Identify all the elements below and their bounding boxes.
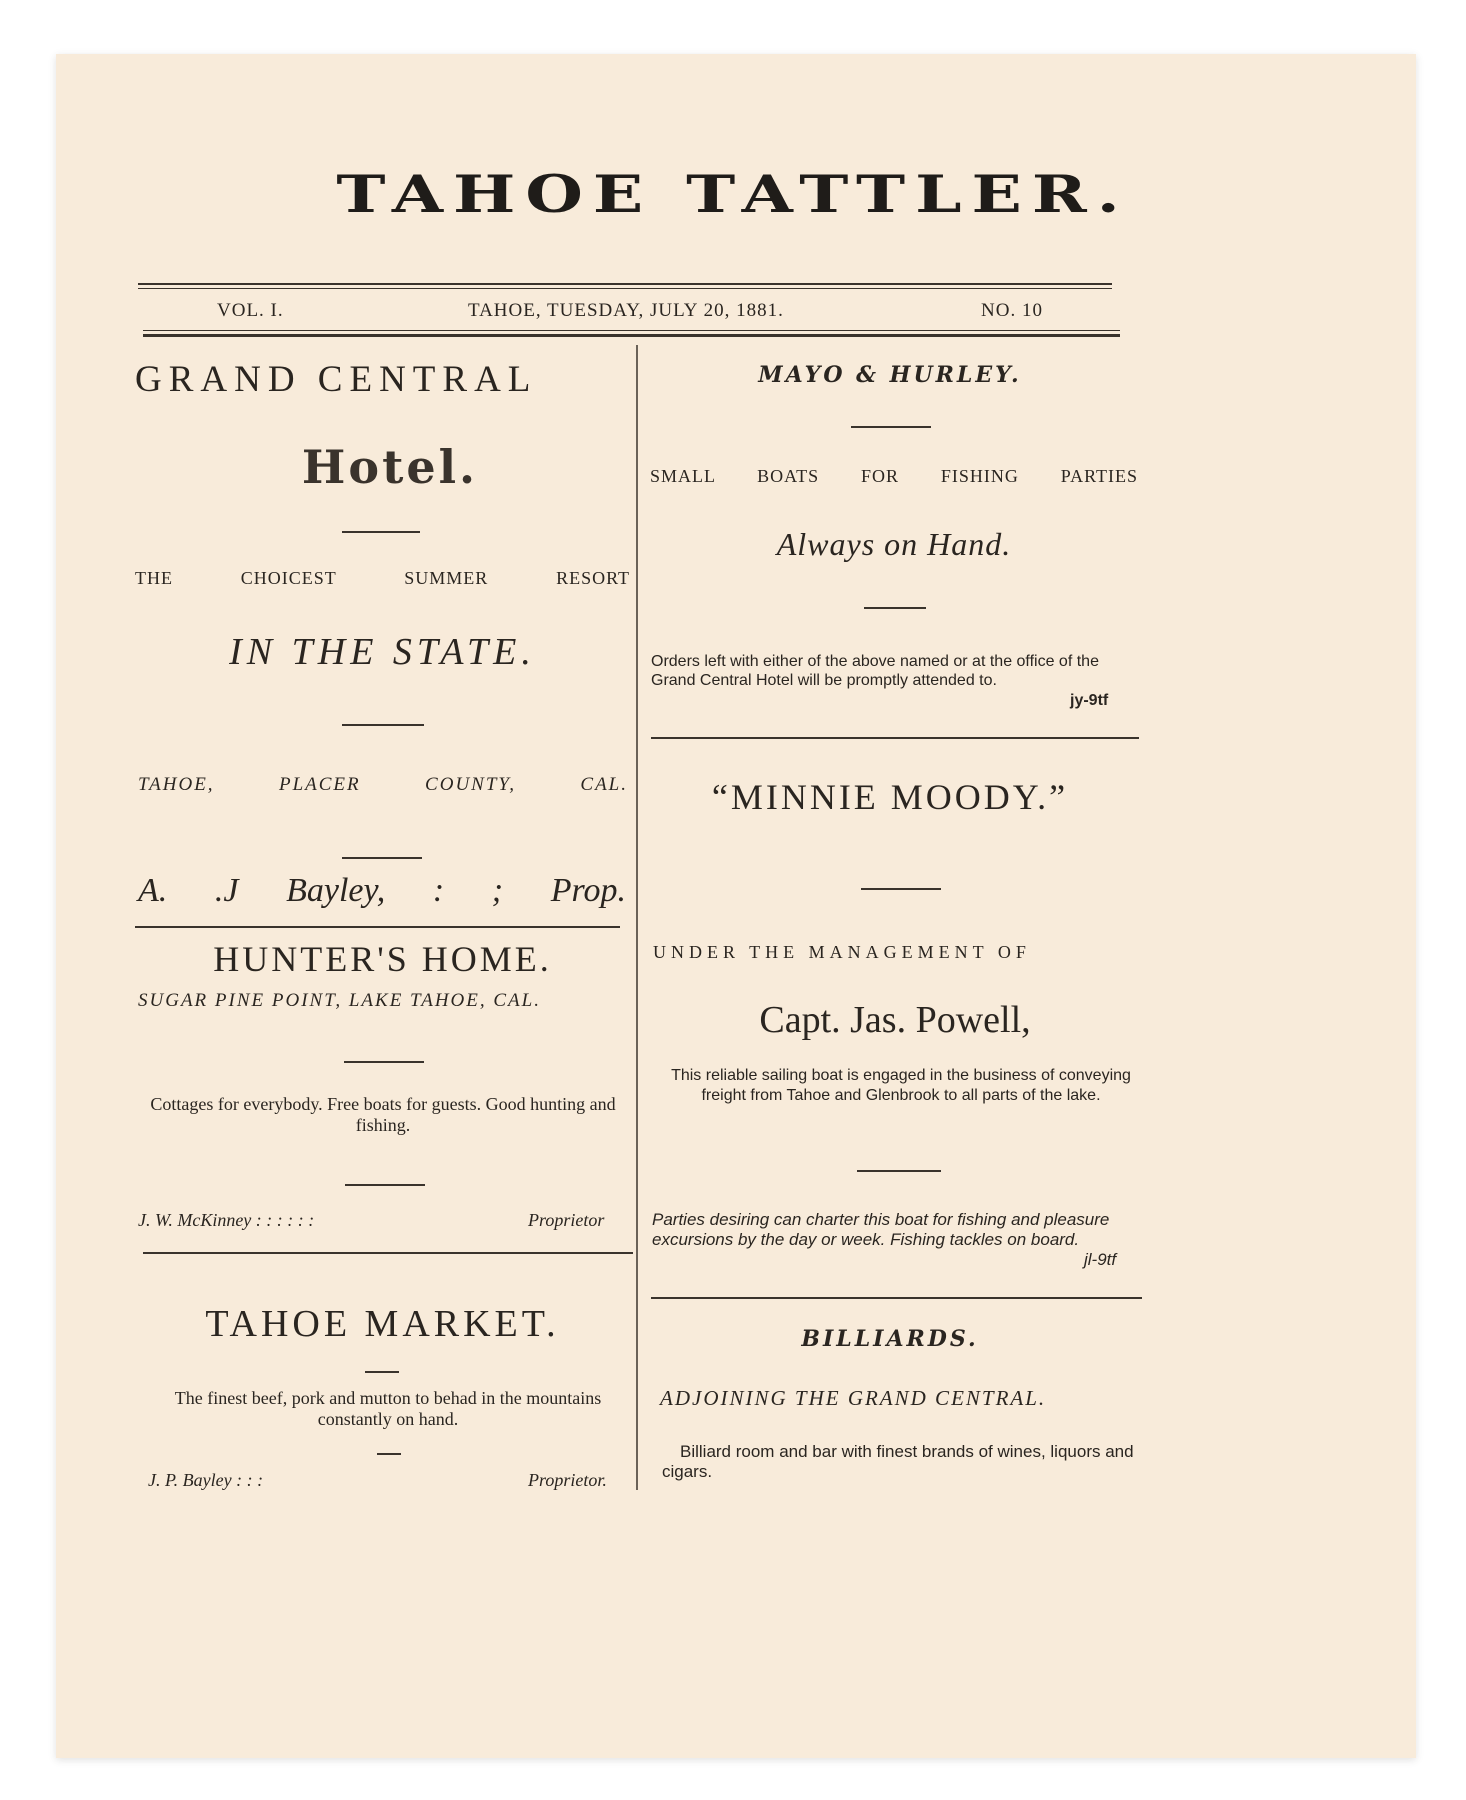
divider-dash: [377, 1453, 401, 1455]
mayo-hurley-code: jy-9tf: [1070, 692, 1109, 709]
hunters-home-proprietor-title: Proprietor: [528, 1210, 605, 1230]
hunters-home-proprietor-name: J. W. McKinney : : : : : :: [138, 1210, 315, 1230]
tahoe-market-proprietor-title: Proprietor.: [528, 1470, 607, 1490]
hotel-location: TAHOE, PLACER COUNTY, CAL.: [138, 774, 628, 795]
always-on-hand: Always on Hand.: [776, 526, 1012, 562]
choicest-resort-line: THE CHOICEST SUMMER RESORT: [135, 568, 630, 588]
charter-text: Parties desiring can charter this boat for fishing and pleasure excursions by the day or week. Fishing tackles on board.: [652, 1210, 1110, 1249]
minnie-moody-text: This reliable sailing boat is engaged in the business of conveying freight from Tahoe and Glenbrook to all parts of the lake.: [671, 1067, 1131, 1104]
mayo-hurley-text: Orders left with either of the above named or at the office of the Grand Central Hotel will be promptly attended to.: [651, 653, 1099, 689]
tahoe-market-text: The finest beef, pork and mutton to behad in the mountains constantly on hand.: [174, 1388, 602, 1429]
small-boats-line: SMALL BOATS FOR FISHING PARTIES: [650, 466, 1138, 486]
in-the-state-line: IN THE STATE.: [229, 631, 536, 673]
dateline-date: TAHOE, TUESDAY, JULY 20, 1881.: [468, 300, 784, 321]
divider-dash: [857, 1170, 941, 1172]
billiards-text: Billiard room and bar with finest brands of wines, liquors and cigars.: [662, 1442, 1134, 1481]
masthead-title: TAHOE TATTLER.: [336, 163, 1130, 225]
mayo-hurley-heading: MAYO & HURLEY.: [758, 362, 1022, 388]
divider-dash: [345, 1184, 425, 1186]
hotel-proprietor: A. .J Bayley, : ; Prop.: [138, 872, 626, 909]
masthead-rule-top: [138, 283, 1112, 285]
dateline-rule-bottom: [143, 334, 1120, 337]
tahoe-market-proprietor-name: J. P. Bayley : : :: [148, 1470, 264, 1490]
divider-dash: [851, 426, 931, 428]
divider-dash: [342, 531, 420, 533]
hotel-subheading: Hotel.: [301, 440, 479, 494]
minnie-moody-code: jl-9tf: [1084, 1250, 1117, 1269]
section-rule: [143, 1252, 633, 1254]
divider-dash: [342, 857, 422, 859]
masthead-rule-top-thin: [138, 288, 1112, 289]
section-rule: [135, 926, 620, 928]
billiards-heading: BILLIARDS.: [801, 1326, 979, 1352]
hunters-home-heading: HUNTER'S HOME.: [213, 939, 552, 979]
divider-dash: [344, 1061, 424, 1063]
section-rule: [651, 737, 1139, 739]
hunters-home-location: SUGAR PINE POINT, LAKE TAHOE, CAL.: [138, 990, 541, 1011]
divider-dash: [864, 607, 926, 609]
column-divider: [636, 345, 638, 1490]
grand-central-heading: GRAND CENTRAL: [135, 359, 538, 400]
captain-name: Capt. Jas. Powell,: [759, 999, 1031, 1041]
divider-dash: [342, 724, 424, 726]
adjoining-line: ADJOINING THE GRAND CENTRAL.: [660, 1386, 1047, 1410]
section-rule: [651, 1297, 1142, 1299]
hunters-home-text: Cottages for everybody. Free boats for guests. Good hunting and fishing.: [150, 1094, 616, 1135]
tahoe-market-heading: TAHOE MARKET.: [205, 1303, 560, 1345]
divider-dash: [365, 1371, 399, 1373]
volume-label: VOL. I.: [217, 300, 284, 321]
management-line: UNDER THE MANAGEMENT OF: [653, 942, 1031, 962]
minnie-moody-heading: “MINNIE MOODY.”: [711, 777, 1069, 817]
dateline-rule-thin: [143, 330, 1120, 331]
issue-number: NO. 10: [981, 300, 1043, 321]
divider-dash: [861, 888, 941, 890]
